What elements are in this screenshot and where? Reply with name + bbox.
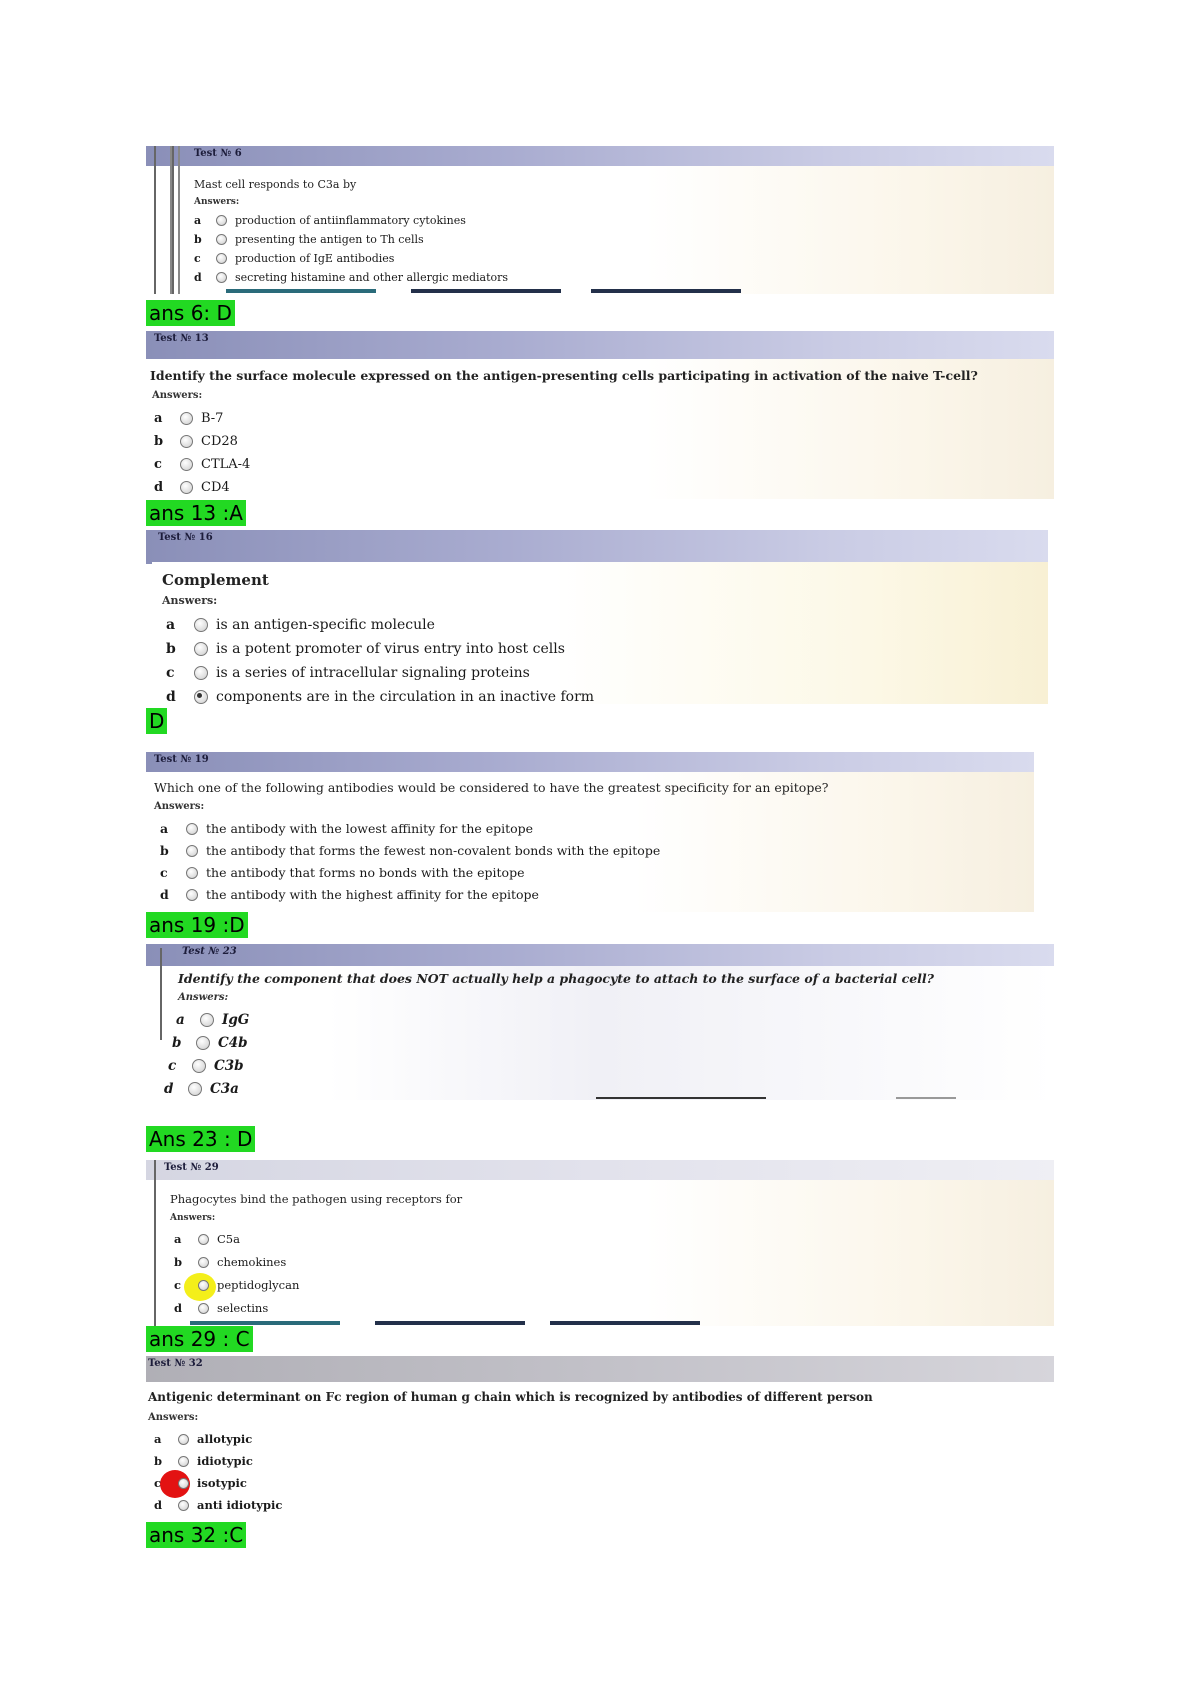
- option-letter: d: [166, 689, 176, 705]
- answers-label: Answers:: [162, 594, 218, 607]
- window-frame: [154, 1160, 158, 1326]
- answers-label: Answers:: [154, 801, 205, 812]
- radio-button[interactable]: [194, 618, 208, 632]
- test-number: Test № 13: [154, 333, 209, 344]
- radio-button[interactable]: [186, 889, 198, 901]
- answers-label: Answers:: [170, 1213, 216, 1223]
- option-text: is a potent promoter of virus entry into host cells: [216, 641, 565, 657]
- answers-label: Answers:: [178, 992, 229, 1003]
- question-block-19: [146, 752, 1034, 912]
- option-text: selectins: [217, 1301, 269, 1315]
- option-text: production of antiinflammatory cytokines: [235, 214, 466, 227]
- option-c[interactable]: [166, 665, 530, 681]
- option-letter: a: [160, 821, 169, 836]
- option-letter: d: [164, 1081, 174, 1097]
- question-header: [146, 146, 1054, 168]
- option-text: CD4: [201, 480, 230, 495]
- option-letter: a: [154, 1432, 162, 1446]
- window-frame: [172, 146, 180, 294]
- option-b[interactable]: [154, 1454, 253, 1468]
- option-d[interactable]: [166, 689, 594, 705]
- option-a[interactable]: [174, 1232, 240, 1246]
- option-c[interactable]: [160, 865, 524, 880]
- question-panel: [146, 966, 1054, 1100]
- radio-button[interactable]: [198, 1303, 209, 1314]
- option-text: C5a: [217, 1232, 240, 1246]
- option-b[interactable]: [172, 1035, 248, 1051]
- radio-button[interactable]: [198, 1280, 209, 1291]
- option-letter: d: [154, 480, 164, 495]
- option-text: idiotypic: [197, 1454, 253, 1468]
- radio-button[interactable]: [180, 435, 193, 448]
- option-letter: a: [154, 411, 163, 426]
- navigation-buttons: [226, 289, 1026, 293]
- option-b[interactable]: [174, 1255, 286, 1269]
- option-text: the antibody that forms the fewest non-covalent bonds with the epitope: [206, 843, 661, 858]
- option-d[interactable]: [154, 1498, 282, 1512]
- option-letter: d: [194, 271, 202, 284]
- option-text: chemokines: [217, 1255, 287, 1269]
- option-b[interactable]: [166, 641, 565, 657]
- question-header: [146, 752, 1034, 774]
- option-a[interactable]: [194, 214, 466, 227]
- question-block-32: [146, 1356, 1054, 1518]
- answer-label-29: ans 29 : C: [146, 1326, 253, 1352]
- option-letter: c: [166, 665, 175, 681]
- option-text: C3b: [214, 1058, 244, 1074]
- answers-label: Answers:: [148, 1412, 199, 1423]
- question-text: Identify the component that does NOT actually help a phagocyte to attach to the surface of a bacterial cell?: [178, 971, 934, 986]
- question-panel: [152, 562, 1048, 704]
- option-letter: b: [154, 434, 164, 449]
- answer-label-16: D: [146, 708, 167, 734]
- navigation-buttons: [596, 1097, 996, 1099]
- radio-button[interactable]: [180, 481, 193, 494]
- radio-button[interactable]: [178, 1456, 189, 1467]
- option-letter: d: [174, 1301, 183, 1315]
- radio-button[interactable]: [198, 1257, 209, 1268]
- option-c[interactable]: [168, 1058, 244, 1074]
- option-text: CD28: [201, 434, 238, 449]
- question-header: [146, 1160, 1054, 1182]
- radio-button[interactable]: [178, 1434, 189, 1445]
- option-d[interactable]: [194, 271, 508, 284]
- radio-button[interactable]: [192, 1059, 206, 1073]
- option-d[interactable]: [174, 1301, 268, 1315]
- option-b[interactable]: [160, 843, 660, 858]
- radio-button[interactable]: [188, 1082, 202, 1096]
- option-c[interactable]: [174, 1278, 299, 1292]
- option-c[interactable]: [154, 457, 250, 472]
- option-letter: b: [174, 1255, 183, 1269]
- option-d[interactable]: [154, 480, 230, 495]
- radio-button[interactable]: [180, 458, 193, 471]
- option-letter: b: [172, 1035, 182, 1051]
- option-c[interactable]: [154, 1476, 247, 1490]
- option-text: production of IgE antibodies: [235, 252, 395, 265]
- option-text: is an antigen-specific molecule: [216, 617, 435, 633]
- option-c[interactable]: [194, 252, 394, 265]
- radio-button[interactable]: [216, 234, 227, 245]
- option-letter: c: [160, 865, 168, 880]
- radio-button[interactable]: [186, 845, 198, 857]
- option-text: allotypic: [197, 1432, 253, 1446]
- option-letter: a: [176, 1012, 185, 1028]
- question-text: Which one of the following antibodies would be considered to have the greatest specificity for an epitope?: [154, 780, 829, 795]
- test-number: Test № 19: [154, 754, 209, 765]
- option-letter: a: [166, 617, 176, 633]
- radio-button[interactable]: [194, 642, 208, 656]
- question-text: Antigenic determinant on Fc region of human g chain which is recognized by antibodies of different person: [148, 1390, 873, 1404]
- option-text: B-7: [201, 411, 224, 426]
- radio-button[interactable]: [180, 412, 193, 425]
- question-block-6: [146, 146, 1054, 294]
- option-text: components are in the circulation in an inactive form: [216, 689, 595, 705]
- option-letter: c: [154, 457, 162, 472]
- option-text: the antibody with the lowest affinity for the epitope: [206, 821, 534, 836]
- radio-button[interactable]: [178, 1478, 189, 1489]
- option-text: C3a: [210, 1081, 239, 1097]
- radio-button-selected[interactable]: [194, 690, 208, 704]
- question-block-16: [146, 530, 1048, 704]
- test-number: Test № 16: [158, 532, 213, 543]
- option-d[interactable]: [164, 1081, 239, 1097]
- option-a[interactable]: [176, 1012, 249, 1028]
- radio-button[interactable]: [216, 253, 227, 264]
- answer-label-23: Ans 23 : D: [146, 1126, 255, 1152]
- option-text: secreting histamine and other allergic mediators: [235, 271, 509, 284]
- test-number: Test № 6: [194, 148, 242, 159]
- answers-label: Answers:: [152, 390, 203, 401]
- question-header: [146, 1356, 1054, 1384]
- option-letter: d: [160, 887, 169, 902]
- question-header: [146, 944, 1054, 968]
- question-text: Phagocytes bind the pathogen using receptors for: [170, 1192, 463, 1206]
- radio-button[interactable]: [186, 867, 198, 879]
- option-text: CTLA-4: [201, 457, 251, 472]
- option-letter: d: [154, 1498, 163, 1512]
- option-letter: b: [160, 843, 169, 858]
- option-text: C4b: [218, 1035, 248, 1051]
- test-number: Test № 23: [182, 946, 237, 957]
- radio-button[interactable]: [194, 666, 208, 680]
- radio-button[interactable]: [200, 1013, 214, 1027]
- option-b[interactable]: [154, 434, 238, 449]
- option-a[interactable]: [166, 617, 435, 633]
- question-header: [146, 331, 1054, 361]
- option-letter: b: [154, 1454, 163, 1468]
- option-letter: c: [194, 252, 201, 265]
- option-b[interactable]: [194, 233, 424, 246]
- radio-button[interactable]: [178, 1500, 189, 1511]
- option-text: IgG: [222, 1012, 250, 1028]
- option-a[interactable]: [160, 821, 533, 836]
- question-text: Complement: [162, 571, 269, 589]
- option-text: the antibody with the highest affinity for the epitope: [206, 887, 539, 902]
- radio-button[interactable]: [198, 1234, 209, 1245]
- window-frame: [160, 948, 164, 1040]
- option-text: presenting the antigen to Th cells: [235, 233, 424, 246]
- option-letter: c: [154, 1476, 162, 1490]
- option-text: peptidoglycan: [217, 1278, 300, 1292]
- option-a[interactable]: [154, 411, 223, 426]
- option-letter: b: [166, 641, 176, 657]
- option-text: is a series of intracellular signaling proteins: [216, 665, 530, 681]
- radio-button[interactable]: [216, 272, 227, 283]
- window-frame: [154, 146, 172, 294]
- test-number: Test № 32: [148, 1358, 203, 1369]
- option-letter: c: [168, 1058, 177, 1074]
- option-text: isotypic: [197, 1476, 247, 1490]
- question-block-23: [146, 944, 1054, 1100]
- option-letter: b: [194, 233, 202, 246]
- option-text: anti idiotypic: [197, 1498, 283, 1512]
- answers-label: Answers:: [194, 197, 240, 207]
- navigation-buttons: [190, 1321, 990, 1325]
- question-header: [146, 530, 1048, 564]
- answer-label-19: ans 19 :D: [146, 912, 248, 938]
- question-text: Identify the surface molecule expressed on the antigen-presenting cells participating in activation of the naive T-cell?: [150, 368, 978, 383]
- test-number: Test № 29: [164, 1162, 219, 1173]
- radio-button[interactable]: [196, 1036, 210, 1050]
- radio-button[interactable]: [216, 215, 227, 226]
- option-a[interactable]: [154, 1432, 252, 1446]
- radio-button[interactable]: [186, 823, 198, 835]
- question-text: Mast cell responds to C3a by: [194, 178, 357, 191]
- question-block-29: [146, 1160, 1054, 1326]
- option-d[interactable]: [160, 887, 539, 902]
- answer-label-13: ans 13 :A: [146, 500, 246, 526]
- option-letter: a: [174, 1232, 182, 1246]
- option-text: the antibody that forms no bonds with the epitope: [206, 865, 525, 880]
- option-letter: c: [174, 1278, 182, 1292]
- answer-label-32: ans 32 :C: [146, 1522, 246, 1548]
- answer-label-6: ans 6: D: [146, 300, 235, 326]
- question-block-13: [146, 331, 1054, 499]
- option-letter: a: [194, 214, 202, 227]
